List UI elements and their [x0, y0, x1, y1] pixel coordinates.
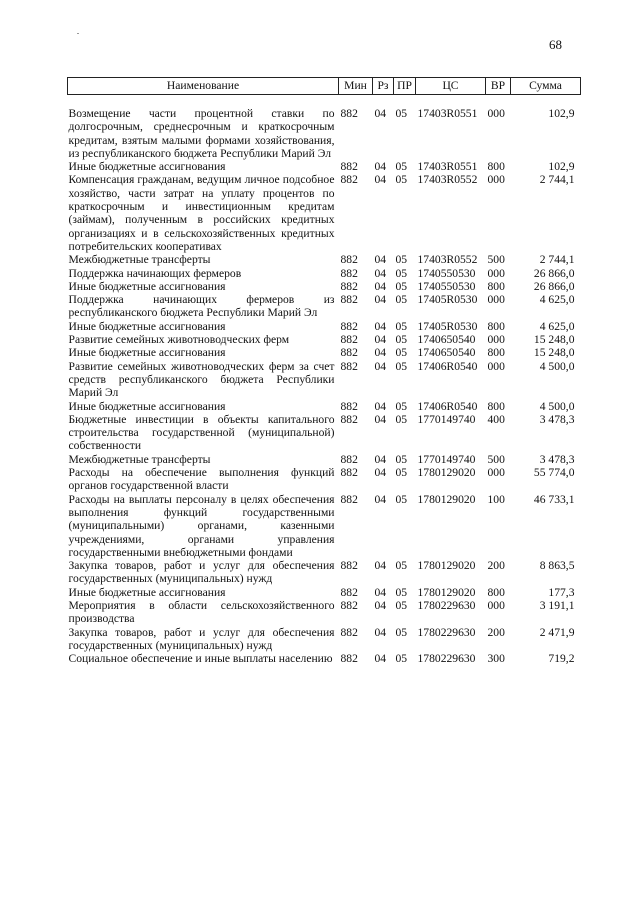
cell-pr: 05 — [395, 266, 408, 280]
cell-name: Иные бюджетные ассигнования — [68, 160, 226, 174]
cell-vr: 800 — [487, 346, 505, 360]
cell-name: Социальное обеспечение и иные выплаты населению — [68, 652, 333, 666]
cell-name: Возмещение части процентной ставки по долгосрочным, среднесрочным и краткосрочным кредитам, взятым малыми формами хозяйствования, из республиканского бюджета Республики Марий Эл — [68, 107, 335, 160]
cell-vr: 300 — [487, 652, 505, 666]
cell-cs: 1780129020 — [417, 559, 476, 573]
header-name: Наименование — [68, 78, 339, 95]
table-row — [68, 559, 581, 586]
cell-name: Мероприятия в области сельскохозяйственного производства — [68, 598, 335, 626]
cell-min: 882 — [340, 293, 358, 307]
cell-cs: 1780129020 — [417, 492, 476, 506]
cell-sum: 4 625,0 — [539, 319, 575, 333]
cell-pr: 05 — [395, 293, 408, 307]
cell-vr: 000 — [487, 598, 505, 612]
cell-rz: 04 — [374, 279, 387, 293]
table-row — [68, 173, 581, 253]
table-row — [68, 400, 581, 413]
cell-sum: 26 866,0 — [533, 279, 575, 293]
cell-pr: 05 — [395, 160, 408, 174]
cell-min: 882 — [340, 625, 358, 639]
cell-vr: 000 — [487, 107, 505, 120]
cell-min: 882 — [340, 412, 358, 426]
cell-vr: 800 — [487, 585, 505, 599]
cell-rz: 04 — [374, 266, 387, 280]
cell-cs: 1780229630 — [417, 652, 476, 666]
cell-pr: 05 — [395, 173, 408, 187]
cell-sum: 3 191,1 — [539, 598, 575, 612]
cell-vr: 100 — [487, 492, 505, 506]
cell-cs: 17403R0551 — [417, 160, 478, 174]
cell-sum: 3 478,3 — [539, 412, 575, 426]
cell-vr: 000 — [487, 359, 505, 373]
table-row — [68, 466, 581, 493]
cell-vr: 500 — [487, 253, 505, 267]
cell-cs: 17403R0551 — [417, 107, 478, 120]
table-row — [68, 160, 581, 173]
table-row — [68, 253, 581, 266]
cell-pr: 05 — [395, 412, 408, 426]
cell-pr: 05 — [395, 452, 408, 466]
cell-sum: 15 248,0 — [533, 333, 575, 347]
cell-rz: 04 — [374, 492, 387, 506]
cell-name: Межбюджетные трансферты — [68, 253, 211, 267]
cell-name: Компенсация гражданам, ведущим личное подсобное хозяйство, части затрат на уплату процентов по краткосрочным и инвестиционным кредитам (займам), полученным в российских кредитных организациях и в сельскохозяйственных кредитных потребительских кооперативах — [68, 173, 335, 253]
cell-rz: 04 — [374, 625, 387, 639]
cell-cs: 17405R0530 — [417, 293, 478, 307]
table-row — [68, 333, 581, 346]
cell-cs: 17406R0540 — [417, 399, 478, 413]
cell-vr: 000 — [487, 293, 505, 307]
cell-sum: 4 500,0 — [539, 399, 575, 413]
cell-min: 882 — [340, 399, 358, 413]
cell-cs: 1740650540 — [417, 346, 476, 360]
cell-rz: 04 — [374, 107, 387, 120]
header-cs: ЦС — [416, 78, 486, 95]
cell-cs: 1780129020 — [417, 585, 476, 599]
cell-sum: 177,3 — [548, 585, 575, 599]
cell-pr: 05 — [395, 319, 408, 333]
budget-table — [67, 77, 581, 665]
table-row — [68, 293, 581, 320]
cell-min: 882 — [340, 466, 358, 480]
cell-cs: 1740650540 — [417, 333, 476, 347]
cell-name: Межбюджетные трансферты — [68, 452, 211, 466]
cell-min: 882 — [340, 598, 358, 612]
cell-cs: 1780229630 — [417, 598, 476, 612]
table-row — [68, 453, 581, 466]
cell-sum: 55 774,0 — [533, 466, 575, 480]
cell-min: 882 — [340, 333, 358, 347]
cell-name: Расходы на выплаты персоналу в целях обеспечения выполнения функций государственными (муниципальными) органами, казенными учреждениями, органами управления государственными внебюджетными фондами — [68, 492, 335, 559]
cell-sum: 2 744,1 — [539, 253, 575, 267]
cell-rz: 04 — [374, 585, 387, 599]
cell-pr: 05 — [395, 598, 408, 612]
cell-min: 882 — [340, 452, 358, 466]
cell-pr: 05 — [395, 492, 408, 506]
cell-name: Поддержка начинающих фермеров из республиканского бюджета Республики Марий Эл — [68, 293, 335, 320]
cell-name: Закупка товаров, работ и услуг для обеспечения государственных (муниципальных) нужд — [68, 559, 335, 586]
cell-pr: 05 — [395, 333, 408, 347]
cell-min: 882 — [340, 652, 358, 666]
cell-cs: 1780129020 — [417, 466, 476, 480]
cell-sum: 15 248,0 — [533, 346, 575, 360]
table-row — [68, 586, 581, 599]
cell-cs: 1780229630 — [417, 625, 476, 639]
cell-name: Иные бюджетные ассигнования — [68, 399, 226, 413]
cell-rz: 04 — [374, 652, 387, 666]
cell-pr: 05 — [395, 466, 408, 480]
cell-pr: 05 — [395, 359, 408, 373]
cell-cs: 1770149740 — [417, 452, 476, 466]
cell-min: 882 — [340, 346, 358, 360]
cell-vr: 000 — [487, 466, 505, 480]
cell-cs: 17403R0552 — [417, 173, 478, 187]
cell-rz: 04 — [374, 333, 387, 347]
table-row — [68, 652, 581, 665]
cell-pr: 05 — [395, 279, 408, 293]
cell-vr: 800 — [487, 319, 505, 333]
cell-sum: 102,9 — [548, 160, 575, 174]
table-header-row — [68, 78, 581, 95]
cell-vr: 500 — [487, 452, 505, 466]
cell-min: 882 — [340, 107, 358, 120]
cell-name: Закупка товаров, работ и услуг для обеспечения государственных (муниципальных) нужд — [68, 625, 335, 652]
cell-min: 882 — [340, 253, 358, 267]
cell-sum: 2 744,1 — [539, 173, 575, 187]
cell-vr: 400 — [487, 412, 505, 426]
cell-pr: 05 — [395, 559, 408, 573]
cell-vr: 800 — [487, 399, 505, 413]
cell-pr: 05 — [395, 652, 408, 666]
cell-rz: 04 — [374, 293, 387, 307]
table-row — [68, 599, 581, 626]
cell-min: 882 — [340, 266, 358, 280]
cell-rz: 04 — [374, 160, 387, 174]
cell-sum: 8 863,5 — [539, 559, 575, 573]
cell-min: 882 — [340, 585, 358, 599]
header-rz: Рз — [373, 78, 394, 95]
cell-sum: 46 733,1 — [533, 492, 575, 506]
header-spacer — [68, 95, 581, 108]
cell-min: 882 — [340, 359, 358, 373]
cell-name: Расходы на обеспечение выполнения функций органов государственной власти — [68, 466, 335, 493]
cell-sum: 4 625,0 — [539, 293, 575, 307]
cell-rz: 04 — [374, 598, 387, 612]
cell-name: Иные бюджетные ассигнования — [68, 346, 226, 360]
cell-name: Иные бюджетные ассигнования — [68, 585, 226, 599]
cell-vr: 000 — [487, 333, 505, 347]
cell-sum: 26 866,0 — [533, 266, 575, 280]
header-pr: ПР — [394, 78, 416, 95]
cell-cs: 1740550530 — [417, 279, 476, 293]
cell-vr: 800 — [487, 160, 505, 174]
cell-vr: 200 — [487, 559, 505, 573]
table-row — [68, 280, 581, 293]
cell-vr: 000 — [487, 266, 505, 280]
cell-pr: 05 — [395, 625, 408, 639]
cell-vr: 000 — [487, 173, 505, 187]
cell-sum: 102,9 — [548, 107, 575, 120]
cell-rz: 04 — [374, 346, 387, 360]
cell-rz: 04 — [374, 452, 387, 466]
cell-vr: 800 — [487, 279, 505, 293]
cell-vr: 200 — [487, 625, 505, 639]
table-row — [68, 626, 581, 653]
cell-min: 882 — [340, 279, 358, 293]
cell-sum: 3 478,3 — [539, 452, 575, 466]
cell-sum: 4 500,0 — [539, 359, 575, 373]
cell-pr: 05 — [395, 346, 408, 360]
table-row — [68, 493, 581, 559]
cell-name: Иные бюджетные ассигнования — [68, 279, 226, 293]
cell-name: Поддержка начинающих фермеров — [68, 266, 242, 280]
cell-cs: 1770149740 — [417, 412, 476, 426]
cell-rz: 04 — [374, 253, 387, 267]
table-row — [68, 107, 581, 160]
cell-rz: 04 — [374, 412, 387, 426]
cell-rz: 04 — [374, 319, 387, 333]
scan-speck — [77, 33, 79, 34]
table-row — [68, 320, 581, 333]
cell-rz: 04 — [374, 559, 387, 573]
cell-min: 882 — [340, 559, 358, 573]
cell-min: 882 — [340, 492, 358, 506]
cell-pr: 05 — [395, 107, 408, 120]
cell-cs: 17405R0530 — [417, 319, 478, 333]
cell-cs: 17406R0540 — [417, 359, 478, 373]
cell-cs: 1740550530 — [417, 266, 476, 280]
cell-sum: 719,2 — [548, 652, 575, 666]
table-row — [68, 267, 581, 280]
cell-cs: 17403R0552 — [417, 253, 478, 267]
cell-name: Развитие семейных животноводческих ферм — [68, 333, 290, 347]
header-min: Мин — [339, 78, 373, 95]
cell-rz: 04 — [374, 359, 387, 373]
page-number: 68 — [549, 37, 562, 52]
cell-min: 882 — [340, 160, 358, 174]
header-vr: ВР — [486, 78, 511, 95]
table-row — [68, 360, 581, 400]
cell-pr: 05 — [395, 585, 408, 599]
cell-rz: 04 — [374, 399, 387, 413]
cell-rz: 04 — [374, 173, 387, 187]
cell-min: 882 — [340, 319, 358, 333]
cell-name: Бюджетные инвестиции в объекты капитального строительства государственной (муниципальной) собственности — [68, 412, 335, 453]
cell-name: Развитие семейных животноводческих ферм за счет средств республиканского бюджета Республики Марий Эл — [68, 359, 335, 400]
cell-sum: 2 471,9 — [539, 625, 575, 639]
cell-pr: 05 — [395, 399, 408, 413]
cell-min: 882 — [340, 173, 358, 187]
cell-pr: 05 — [395, 253, 408, 267]
header-sum: Сумма — [511, 78, 581, 95]
table-row — [68, 413, 581, 453]
cell-rz: 04 — [374, 466, 387, 480]
table-row — [68, 346, 581, 359]
cell-name: Иные бюджетные ассигнования — [68, 319, 226, 333]
